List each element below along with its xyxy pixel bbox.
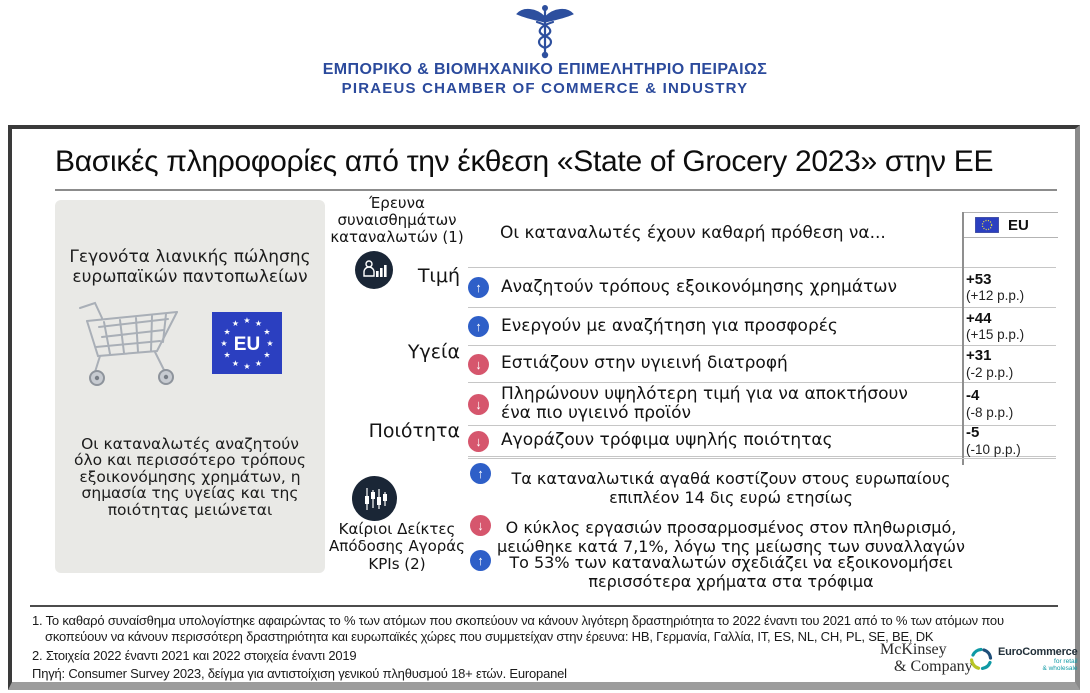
up-arrow-icon: ↑: [468, 316, 489, 337]
org-name-greek: ΕΜΠΟΡΙΚΟ & ΒΙΟΜΗΧΑΝΙΚΟ ΕΠΙΜΕΛΗΤΗΡΙΟ ΠΕΙΡΑΙΩΣ: [322, 61, 768, 78]
category-price: Τιμή: [417, 265, 460, 287]
slide-frame: [8, 125, 1080, 690]
down-arrow-icon: ↓: [468, 394, 489, 415]
svg-text:★: ★: [263, 327, 271, 337]
kpi-section-divider: [468, 458, 1056, 459]
footnote-2: 2. Στοιχεία 2022 έναντι 2021 και 2022 στοιχεία έναντι 2019: [32, 648, 357, 663]
eu-change: (+15 p.p.): [966, 327, 1025, 343]
kpi-row: Ο κύκλος εργασιών προσαρμοσμένος στον πληθωρισμό, μειώθηκε κατά 7,1%, λόγω της μείωσης των συναλλαγών: [497, 518, 965, 556]
footnote-1: 1. Το καθαρό συναίσθημα υπολογίστηκε αφαιρώντας το % των ατόμων που σκοπεύουν να κάνουν λιγότερη δραστηριότητα το 2022 έναντι του 2021 από το % των ατόμων που σκοπεύουν να κάνουν περισσότερη δραστηριότητα και ευρωπαϊκές χώρες που συμμετείχαν στην έρευνα: ΗΒ, Γερμανία, Γαλλία, IT, ES, NL, CH, PL, SE, BE, DK: [32, 613, 1004, 644]
slide-title: Βασικές πληροφορίες από την έκθεση «State of Grocery 2023» στην ΕΕ: [55, 145, 994, 178]
eu-flag-small-icon: [975, 217, 999, 233]
svg-text:★: ★: [243, 316, 251, 325]
eu-change: (-10 p.p.): [966, 441, 1021, 457]
svg-text:★: ★: [266, 339, 274, 348]
kpi-chart-icon: [352, 476, 397, 521]
table-row: ↑ Ενεργούν με αναζήτηση για προσφορές +44 (+15 p.p.): [468, 307, 1056, 345]
svg-text:★: ★: [223, 327, 231, 337]
svg-text:★: ★: [243, 362, 251, 371]
eu-column-header: [963, 212, 1058, 238]
eu-value: +44: [966, 309, 992, 327]
eu-value: -5: [966, 424, 980, 442]
shopping-cart-image: [73, 292, 191, 388]
eu-value: -4: [966, 387, 980, 405]
eu-value: +31: [966, 347, 992, 365]
value-column-divider: [962, 212, 964, 465]
kpi-row: Τα καταναλωτικά αγαθά κοστίζουν στους ευρωπαίους επιπλέον 14 δις ευρώ ετησίως: [511, 469, 951, 507]
eu-flag-label: EU: [233, 334, 261, 355]
up-arrow-icon: ↑: [468, 277, 489, 298]
svg-text:★: ★: [223, 350, 231, 360]
svg-text:★: ★: [220, 339, 228, 348]
eu-change: (+12 p.p.): [966, 288, 1025, 304]
table-row: ↓ Εστιάζουν στην υγιεινή διατροφή +31 (-2 p.p.): [468, 345, 1056, 382]
footer-divider: [30, 605, 1058, 607]
up-arrow-icon: ↑: [470, 550, 491, 571]
letterhead: [0, 0, 1090, 97]
eu-column-label: EU: [1008, 216, 1029, 234]
svg-text:★: ★: [231, 358, 240, 368]
table-row: ↑ Αναζητούν τρόπους εξοικονόμησης χρημάτων +53 (+12 p.p.): [468, 267, 1056, 307]
svg-text:★: ★: [254, 319, 263, 329]
table-intro: Οι καταναλωτές έχουν καθαρή πρόθεση να...: [500, 223, 886, 243]
down-arrow-icon: ↓: [468, 431, 489, 452]
down-arrow-icon: ↓: [470, 515, 491, 536]
org-name-english: PIRAEUS CHAMBER OF COMMERCE & INDUSTRY: [341, 80, 749, 97]
kpi-row: Το 53% των καταναλωτών σχεδιάζει να εξοικονομήσει περισσότερα χρήματα στα τρόφιμα: [509, 553, 953, 591]
left-panel-heading: Γεγονότα λιανικής πώλησης ευρωπαϊκών παντοπωλείων: [69, 247, 311, 287]
svg-text:★: ★: [263, 350, 271, 360]
eu-value: +53: [966, 270, 992, 288]
source-line: Πηγή: Consumer Survey 2023, δείγμα για αντιστοίχιση γενικού πληθυσμού 18+ ετών. Europanel: [32, 666, 567, 681]
survey-heading: Έρευνα συναισθημάτων καταναλωτών (1): [330, 194, 464, 246]
eu-flag: [212, 312, 282, 374]
title-underline: [55, 189, 1057, 191]
category-health: Υγεία: [407, 341, 460, 363]
caduceus-logo-icon: [510, 2, 580, 60]
up-arrow-icon: ↑: [470, 463, 491, 484]
category-quality: Ποιότητα: [368, 420, 460, 442]
left-panel-summary: Οι καταναλωτές αναζητούν όλο και περισσότερο τρόπους εξοικονόμησης χρημάτων, η σημασία της υγείας και της ποιότητας μειώνεται: [73, 435, 306, 519]
kpi-heading: Καίριοι Δείκτες Απόδοσης Αγοράς KPIs (2): [329, 520, 465, 573]
sentiment-table: [468, 267, 1056, 457]
svg-text:★: ★: [231, 319, 240, 329]
table-row: ↓ Πληρώνουν υψηλότερη τιμή για να αποκτήσουν ένα πιο υγιεινό προϊόν -4 (-8 p.p.): [468, 382, 1056, 425]
left-panel: [55, 200, 325, 573]
eurocommerce-circle-icon: [968, 646, 994, 672]
svg-text:★: ★: [254, 358, 263, 368]
down-arrow-icon: ↓: [468, 354, 489, 375]
eurocommerce-logo: EuroCommerce for retail & wholesale: [968, 646, 1078, 672]
eu-change: (-8 p.p.): [966, 404, 1014, 420]
table-row: ↓ Αγοράζουν τρόφιμα υψηλής ποιότητας -5 (-10 p.p.): [468, 425, 1056, 457]
eu-change: (-2 p.p.): [966, 364, 1014, 380]
mckinsey-logo: McKinsey & Company: [880, 641, 973, 675]
